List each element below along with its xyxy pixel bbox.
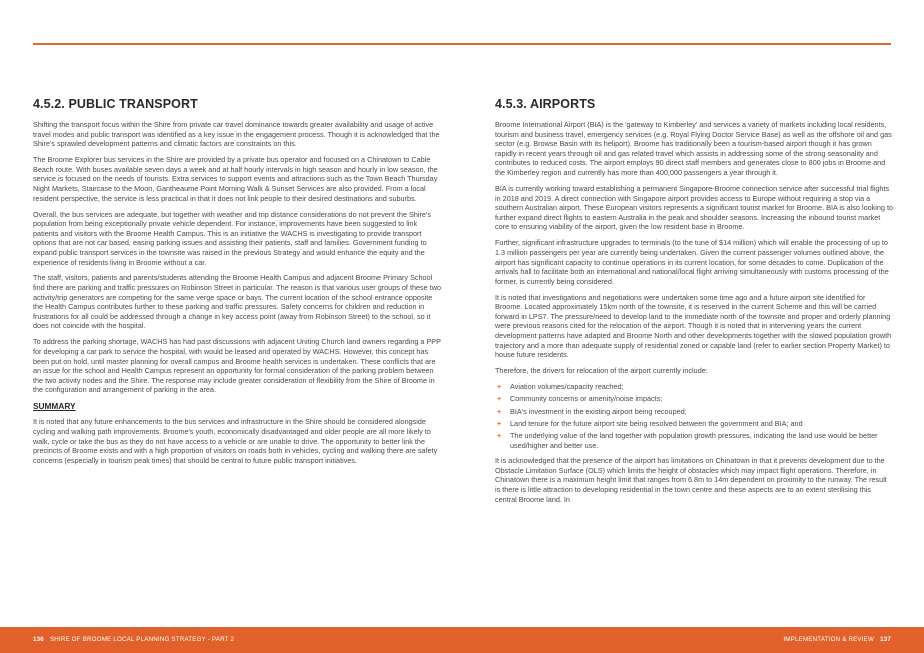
paragraph: The staff, visitors, patients and parents/students attending the Broome Health Campus and adjacent Broome Primary School find there are parking and traffic pressures on Robinson Street in particular. The reason is that various user groups of these two activity/trip generators are competing for the same verge space or bays. The current location of the school entrance opposite the Health Campus contributes further to these parking and traffic pressures. Safety concerns for children and reduction in frustrations for all could be addressed through a change in key access point (away from Robinson Street) to the school, so it does not coincide with the hospital. (33, 273, 441, 331)
list-item-text: BIA's investment in the existing airport being recouped; (510, 406, 687, 416)
paragraph: Shifting the transport focus within the Shire from private car travel dominance towards greater availability and usage of active travel modes and public transport was identified as a key issue in the engagement process. Though it is acknowledged that the Shire's sprawled development patterns and climatic factors are constraints on this. (33, 120, 440, 149)
list-item-text: Community concerns or amenity/noise impacts; (510, 394, 663, 404)
summary-heading: SUMMARY (33, 401, 76, 412)
plus-icon: + (497, 418, 502, 428)
footer-left (33, 636, 234, 643)
left-column (33, 97, 444, 472)
plus-icon: + (497, 394, 502, 404)
paragraph: Overall, the bus services are adequate, but together with weather and trip distance considerations do not prevent the Shire's population from being exceptionally private vehicle dependent. For instance, improvements have been suggested to link patients and visitors with the Broome Health Campus. This is an initiative the WACHS is investigating to provide transport options that are not car based, easing parking issues and assisting their patients, staff and families. Government funding to expand public transport services in the townsite was raised in the previous Strategy and would enhance the equity and the experience of residents living in Broome without a car. (33, 209, 431, 267)
section-heading-public-transport: 4.5.2. PUBLIC TRANSPORT (33, 97, 198, 111)
section-heading-airports: 4.5.3. AIRPORTS (495, 97, 596, 111)
paragraph: It is acknowledged that the presence of the airport has limitations on Chinatown in that it prevents development due to the Obstacle Limitation Surface (OLS) which limits the height of obstacles which may impact flight operations. Therefore, in Chinatown there is a maximum height limit that ranges from 6.8m to 14m dependent on proximity to the runway. The result is there is little attraction to developing residential in the town centre and these aspects are to an extent sterilising this central Broome land. In (495, 456, 887, 504)
list-item (495, 382, 893, 392)
list-item (495, 394, 893, 404)
footer-band (0, 627, 924, 653)
top-rule (33, 43, 891, 45)
list-item-text: Aviation volumes/capacity reached; (510, 382, 624, 392)
paragraph: Further, significant infrastructure upgrades to terminals (to the tune of $14 million) which will enable the processing of up to 1.3 million passengers per year are currently being undertaken. Given the current passenger volumes outlined above, the airport has significant capacity to continue operations in its current location, for some decades to come. Duplication of the arrivals hall to facilitate both an international and national/local flight arriving simultaneously with customs processing of the former, is currently being considered. (495, 238, 889, 286)
paragraph: To address the parking shortage, WACHS has had past discussions with adjacent Uniting Church land owners regarding a PPP for developing a car park to service the hospital, with would be leased and operated by WACHS. However, this concept has been put on hold, until master planning for overall campus and Broome health services is undertaken. These conflicts that are an issue for the school and Health Campus represent an opportunity for formal consideration of the parking problem between the two activity nodes and the Shire. The response may include greater consideration of flexibility from the Shire of Broome in the configuration and arrangement of parking in the area. (33, 337, 441, 395)
list-item-text: The underlying value of the land together with population growth pressures, indicating the land use would be better used/higher and better use. (510, 430, 878, 450)
plus-icon: + (497, 406, 502, 416)
paragraph: BIA is currently working toward establishing a permanent Singapore-Broome connection service after successful trial flights in 2018 and 2019. A direct connection with Singapore airport provides access to Europe without requiring a stop via a southern Australian airport. These European visitors represents a significant tourist market for Broome. BIA is also looking to further expand direct flights to eastern Australia in the peak and shoulder seasons. Increasing the inbound tourist market core to ensuring viability of the airport, given the low resident base in Broome. (495, 183, 894, 232)
relocation-drivers-list (495, 382, 893, 450)
page-number-left: 136 (33, 636, 44, 643)
plus-icon: + (497, 430, 502, 440)
list-item (495, 407, 893, 417)
list-item-text: Land tenure for the future airport site being resolved between the government and BIA; and (510, 418, 803, 428)
page-number-right: 137 (880, 636, 891, 643)
list-item (495, 431, 893, 450)
footer-right (783, 636, 891, 643)
summary-paragraph: It is noted that any future enhancements to the bus services and infrastructure in the Shire should be considered alongside cycling and walking path improvements. Broome's youth, economically disadvantaged and older people are all more likely to walk, cycle or take the bus as they do not have access to a vehicle or are unable to drive. The opportunity to better link the precincts of Broome exists and with a high proportion of visitors on roads both in vehicles, cycling and walking there are safety concerns (especially in tourism peak times) that should be central to future public transport initiatives. (33, 417, 438, 465)
paragraph: The Broome Explorer bus services in the Shire are provided by a private bus operator and focused on a Chinatown to Cable Beach route. With buses available seven days a week and at half hourly intervals in high season and hourly in low season, the service is focused on the needs of tourists. Extra services to support events and attractions such as the Town Beach Thursday Night Markets, Staircase to the Moon, Gantheaume Point Morning Walk & Sunset Services are also provided. From a local resident perspective, the service is less practical in that it does not link people to their desired destinations and suburbs. (33, 155, 438, 203)
paragraph: Therefore, the drivers for relocation of the airport currently include: (495, 366, 708, 376)
document-title: SHIRE OF BROOME LOCAL PLANNING STRATEGY - PART 2 (49, 636, 235, 643)
section-title: IMPLEMENTATION & REVIEW (783, 636, 875, 643)
list-item (495, 419, 893, 429)
plus-icon: + (497, 382, 502, 392)
paragraph: It is noted that investigations and negotiations were undertaken some time ago and a future airport site identified for Broome. Located approximately 15km north of the townsite, it is reserved in the current Scheme and this will be carried forward in LPS7. The pressure/need to develop land to the immediate north of the townsite and proper and orderly planning were previous reasons cited for the relocation of the airport. Though it is noted that in intervening years the current development patterns have adapted and Broome North and other developments together with the slowed population growth trajectory and a more than adequate supply of residential zoned or capable land (refer to earlier section Property Market) to house future residents. (495, 292, 892, 360)
paragraph: Broome International Airport (BIA) is the 'gateway to Kimberley' and services a variety of markets including local residents, tourism and business travel, emergency services (e.g. Royal Flying Doctor Service Base) as well as the offshore oil and gas sector (e.g. Browse Basin with its heliport). Broome has traditionally been a tourism-based airport though it has grown rapidly in recent years through oil and gas related travel which assists in addressing some of the strong seasonality and contributes to reduced costs. The airport employs 90 direct staff members and generates close to 800 jobs in Broome and the Kimberley region and currently has more than 400,000 passengers a year through it. (495, 120, 892, 177)
right-column (495, 97, 893, 511)
